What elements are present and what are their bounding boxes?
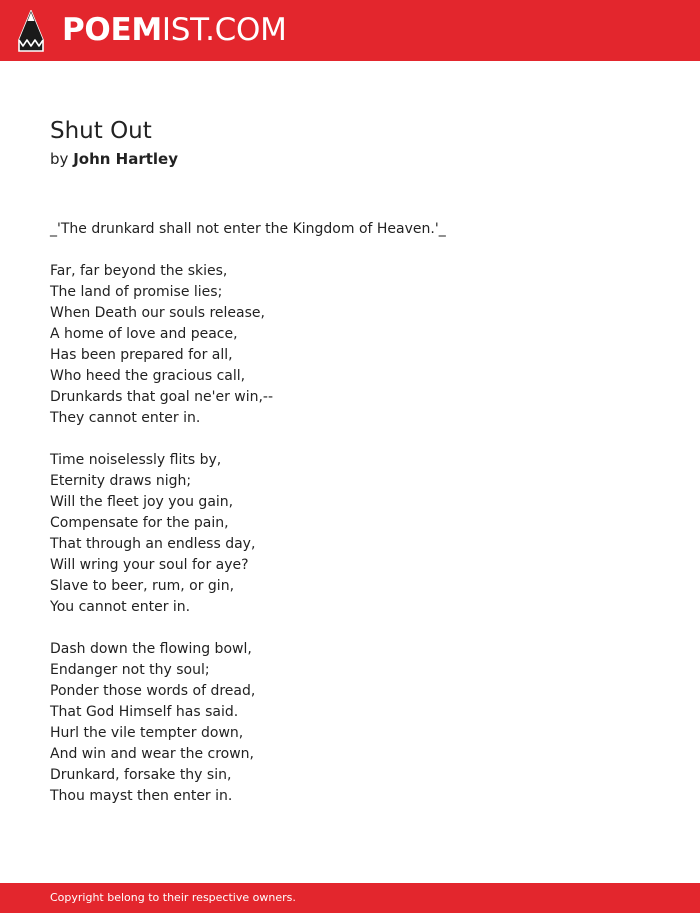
poem-line: A home of love and peace, (50, 326, 238, 342)
site-footer (0, 883, 700, 913)
poem-line: Endanger not thy soul; (50, 662, 210, 678)
poem-line: The land of promise lies; (50, 284, 223, 300)
poem-line: Eternity draws nigh; (50, 473, 192, 489)
poem-line: Who heed the gracious call, (50, 368, 246, 384)
site-logo-link[interactable] (62, 10, 287, 50)
poem-line: Hurl the vile tempter down, (50, 725, 244, 741)
poem-title: Shut Out (50, 118, 152, 144)
poem-body (50, 219, 670, 807)
poem-line: Slave to beer, rum, or gin, (50, 578, 235, 594)
site-header (0, 0, 700, 61)
poem-line: Drunkard, forsake thy sin, (50, 767, 232, 783)
pencil-tip-icon (18, 10, 44, 52)
poem-line: That God Himself has said. (50, 704, 239, 720)
poem-line: Drunkards that goal ne'er win,-- (50, 389, 274, 405)
poem-line: And win and wear the crown, (50, 746, 254, 762)
poem-line: Compensate for the pain, (50, 515, 229, 531)
poem-line: They cannot enter in. (50, 410, 201, 426)
poem-line: Will wring your soul for aye? (50, 557, 249, 573)
logo-text-bold: POEM (62, 12, 162, 48)
stanza-gap (50, 429, 670, 450)
poem-line: That through an endless day, (50, 536, 256, 552)
poem-line: Will the fleet joy you gain, (50, 494, 234, 510)
poem-line: Far, far beyond the skies, (50, 263, 228, 279)
poem-line: Has been prepared for all, (50, 347, 233, 363)
poem-line: When Death our souls release, (50, 305, 265, 321)
poem-line: Thou mayst then enter in. (50, 788, 233, 804)
stanza-gap (50, 240, 670, 261)
footer-copyright: Copyright belong to their respective owners. (50, 891, 296, 904)
logo-text-light: IST.COM (161, 12, 287, 48)
poem-byline (50, 148, 178, 170)
poem-author: John Hartley (73, 150, 178, 168)
poem-epigraph: _'The drunkard shall not enter the Kingdom of Heaven.'_ (50, 221, 446, 237)
poem-line: You cannot enter in. (50, 599, 191, 615)
poem-line: Ponder those words of dread, (50, 683, 256, 699)
byline-prefix: by (50, 150, 69, 168)
stanza-gap (50, 618, 670, 639)
poem-line: Dash down the flowing bowl, (50, 641, 252, 657)
poem-line: Time noiselessly flits by, (50, 452, 222, 468)
